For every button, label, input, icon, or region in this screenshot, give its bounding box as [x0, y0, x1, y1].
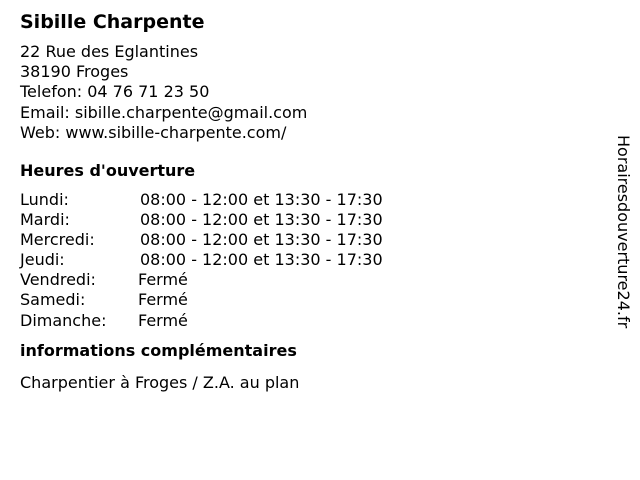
info-heading: informations complémentaires [20, 340, 297, 360]
website-line: Web: www.sibille-charpente.com/ [20, 122, 287, 142]
hours-heading: Heures d'ouverture [20, 161, 196, 181]
hours-row-saturday [20, 290, 600, 310]
day-label: Vendredi: [20, 270, 96, 290]
email-line: Email: sibille.charpente@gmail.com [20, 102, 308, 122]
time-value: Fermé [138, 310, 188, 330]
day-label: Jeudi: [20, 250, 65, 270]
hours-table [20, 190, 600, 331]
info-text: Charpentier à Froges / Z.A. au plan [20, 372, 300, 392]
hours-row-tuesday [20, 210, 600, 230]
time-value: 08:00 - 12:00 et 13:30 - 17:30 [140, 230, 383, 250]
business-card [20, 10, 600, 393]
hours-row-monday [20, 190, 600, 210]
hours-row-thursday [20, 250, 600, 270]
day-label: Mercredi: [20, 230, 95, 250]
day-label: Mardi: [20, 210, 70, 230]
time-value: 08:00 - 12:00 et 13:30 - 17:30 [140, 210, 383, 230]
hours-row-sunday [20, 311, 600, 331]
hours-row-wednesday [20, 230, 600, 250]
time-value: Fermé [138, 270, 188, 290]
time-value: 08:00 - 12:00 et 13:30 - 17:30 [140, 190, 383, 210]
time-value: 08:00 - 12:00 et 13:30 - 17:30 [140, 250, 383, 270]
phone-line: Telefon: 04 76 71 23 50 [20, 82, 210, 102]
time-value: Fermé [138, 290, 188, 310]
hours-row-friday [20, 270, 600, 290]
postal-city: 38190 Froges [20, 62, 129, 82]
day-label: Dimanche: [20, 310, 107, 330]
business-name: Sibille Charpente [20, 11, 205, 33]
day-label: Samedi: [20, 290, 86, 310]
site-watermark: Horairesdouverture24.fr [614, 135, 633, 329]
day-label: Lundi: [20, 190, 69, 210]
contact-block [20, 42, 600, 143]
street-address: 22 Rue des Eglantines [20, 42, 199, 61]
